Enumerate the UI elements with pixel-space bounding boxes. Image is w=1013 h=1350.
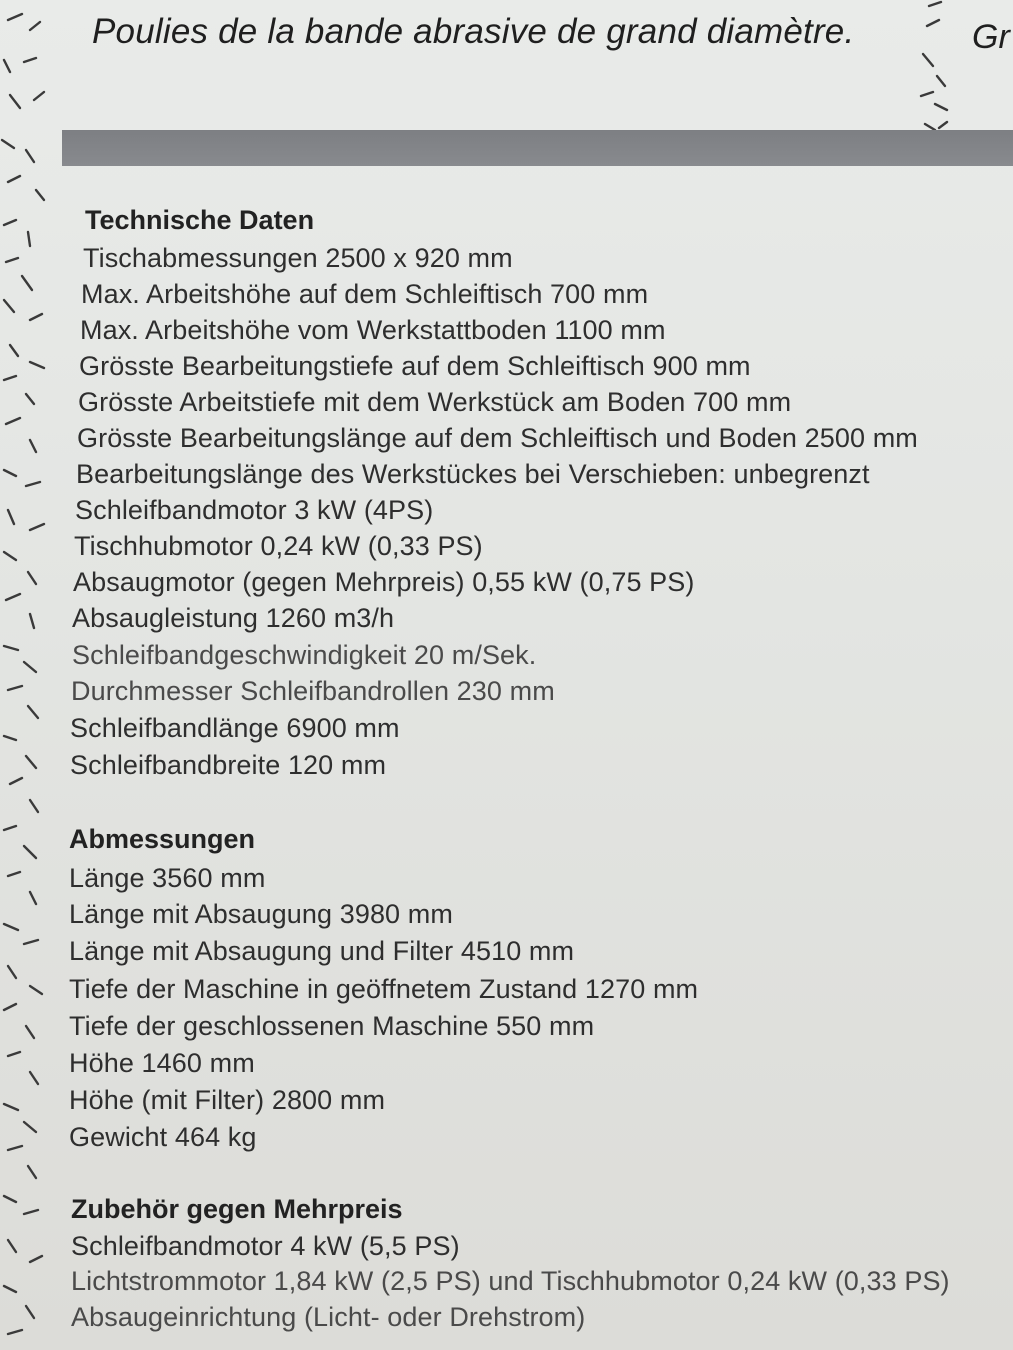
spec-line: Tischhubmotor 0,24 kW (0,33 PS) [74, 531, 483, 561]
spec-line: Grösste Bearbeitungstiefe auf dem Schleiftisch 900 mm [79, 351, 751, 381]
spec-line: Absaugleistung 1260 m3/h [72, 603, 395, 633]
accessory-line: Lichtstrommotor 1,84 kW (2,5 PS) und Tischhubmotor 0,24 kW (0,33 PS) [71, 1266, 950, 1296]
dimension-line: Tiefe der Maschine in geöffnetem Zustand 1270 mm [69, 974, 699, 1004]
section-heading-zubehoer: Zubehör gegen Mehrpreis [71, 1194, 403, 1224]
accessory-line: Absaugeinrichtung (Licht- oder Drehstrom) [71, 1302, 586, 1332]
decorative-dash-pattern [0, 0, 60, 1350]
dimension-line: Länge mit Absaugung 3980 mm [69, 899, 453, 929]
spec-line: Schleifbandgeschwindigkeit 20 m/Sek. [72, 640, 537, 670]
spec-line: Grösste Bearbeitungslänge auf dem Schleiftisch und Boden 2500 mm [77, 423, 918, 453]
decorative-dash-pattern-right [915, 0, 955, 140]
spec-line: Grösste Arbeitstiefe mit dem Werkstück am Boden 700 mm [78, 387, 792, 417]
dimension-line: Länge 3560 mm [69, 863, 266, 893]
dimension-line: Länge mit Absaugung und Filter 4510 mm [69, 936, 575, 966]
dimension-line: Tiefe der geschlossenen Maschine 550 mm [69, 1011, 595, 1041]
spec-line: Schleifbandlänge 6900 mm [70, 713, 400, 743]
header-title-cut-off: Gr [972, 18, 1010, 56]
dimension-line: Höhe 1460 mm [69, 1048, 255, 1078]
spec-line: Absaugmotor (gegen Mehrpreis) 0,55 kW (0,75 PS) [73, 567, 695, 597]
spec-line: Max. Arbeitshöhe auf dem Schleiftisch 700 mm [81, 279, 649, 309]
accessory-line: Schleifbandmotor 4 kW (5,5 PS) [71, 1231, 460, 1261]
spec-line: Tischabmessungen 2500 x 920 mm [83, 243, 513, 273]
gray-divider-bar [62, 130, 1013, 166]
spec-line: Schleifbandbreite 120 mm [70, 750, 387, 780]
header-title-french: Poulies de la bande abrasive de grand diamètre. [92, 12, 855, 51]
dimension-line: Höhe (mit Filter) 2800 mm [69, 1085, 386, 1115]
section-heading-technische-daten: Technische Daten [85, 205, 315, 235]
spec-line: Durchmesser Schleifbandrollen 230 mm [71, 676, 555, 706]
spec-line: Bearbeitungslänge des Werkstückes bei Verschieben: unbegrenzt [76, 459, 870, 489]
spec-line: Schleifbandmotor 3 kW (4PS) [75, 495, 434, 525]
spec-line: Max. Arbeitshöhe vom Werkstattboden 1100 mm [80, 315, 666, 345]
dimension-line: Gewicht 464 kg [69, 1122, 257, 1152]
section-heading-abmessungen: Abmessungen [69, 824, 256, 854]
